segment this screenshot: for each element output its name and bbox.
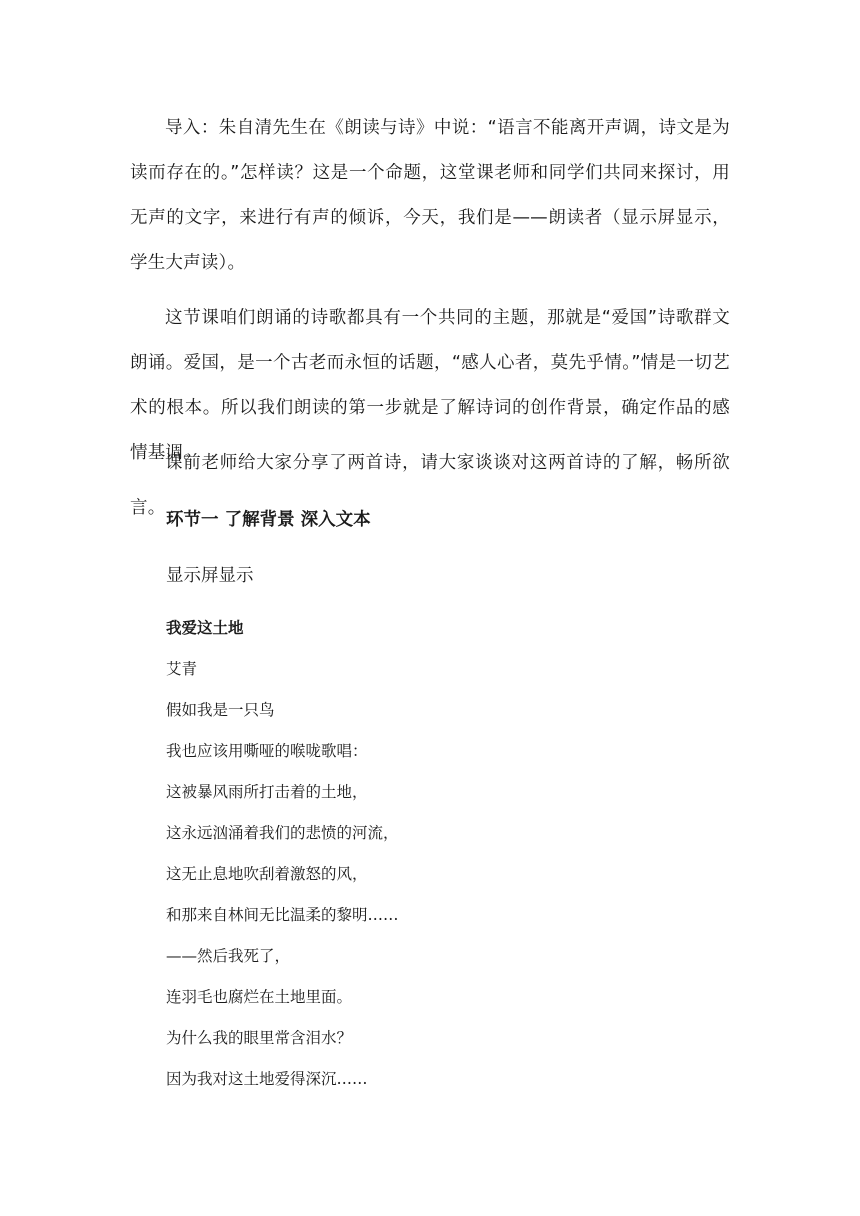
poem-title: 我爱这土地 <box>166 618 244 637</box>
poem-line: 假如我是一只鸟 <box>166 701 275 719</box>
poem-line: 为什么我的眼里常含泪水？ <box>166 1029 353 1047</box>
poem-line: 连羽毛也腐烂在土地里面。 <box>166 988 353 1006</box>
screen-note: 显示屏显示 <box>166 566 254 586</box>
poem-line: 我也应该用嘶哑的喉咙歌唱： <box>166 742 368 760</box>
section-heading: 环节一 了解背景 深入文本 <box>166 510 371 530</box>
poem-line: ——然后我死了， <box>166 947 291 965</box>
sharing-paragraph: 课前老师给大家分享了两首诗，请大家谈谈对这两首诗的了解，畅所欲言。 <box>130 453 730 518</box>
poem-line: 因为我对这土地爱得深沉…… <box>166 1070 368 1088</box>
theme-paragraph: 这节课咱们朗诵的诗歌都具有一个共同的主题，那就是“爱国”诗歌群文朗诵。爱国，是一个古老而永恒的话题，“感人心者，莫先乎情。”情是一切艺术的根本。所以我们朗读的第一步就是了解诗词的创作背景，确定作品的感情基调。 <box>130 308 730 463</box>
poem-line: 这无止息地吹刮着激怒的风， <box>166 865 368 883</box>
poem-line: 这被暴风雨所打击着的土地， <box>166 783 368 801</box>
poem-line: 这永远汹涌着我们的悲愤的河流， <box>166 824 399 842</box>
poem-author: 艾青 <box>166 660 198 678</box>
poem-line: 和那来自林间无比温柔的黎明…… <box>166 906 399 924</box>
intro-paragraph: 导入：朱自清先生在《朗读与诗》中说：“语言不能离开声调，诗文是为读而存在的。”怎样读？这是一个命题，这堂课老师和同学们共同来探讨，用无声的文字，来进行有声的倾诉，今天，我们是——朗读者（显示屏显示，学生大声读）。 <box>130 118 730 273</box>
